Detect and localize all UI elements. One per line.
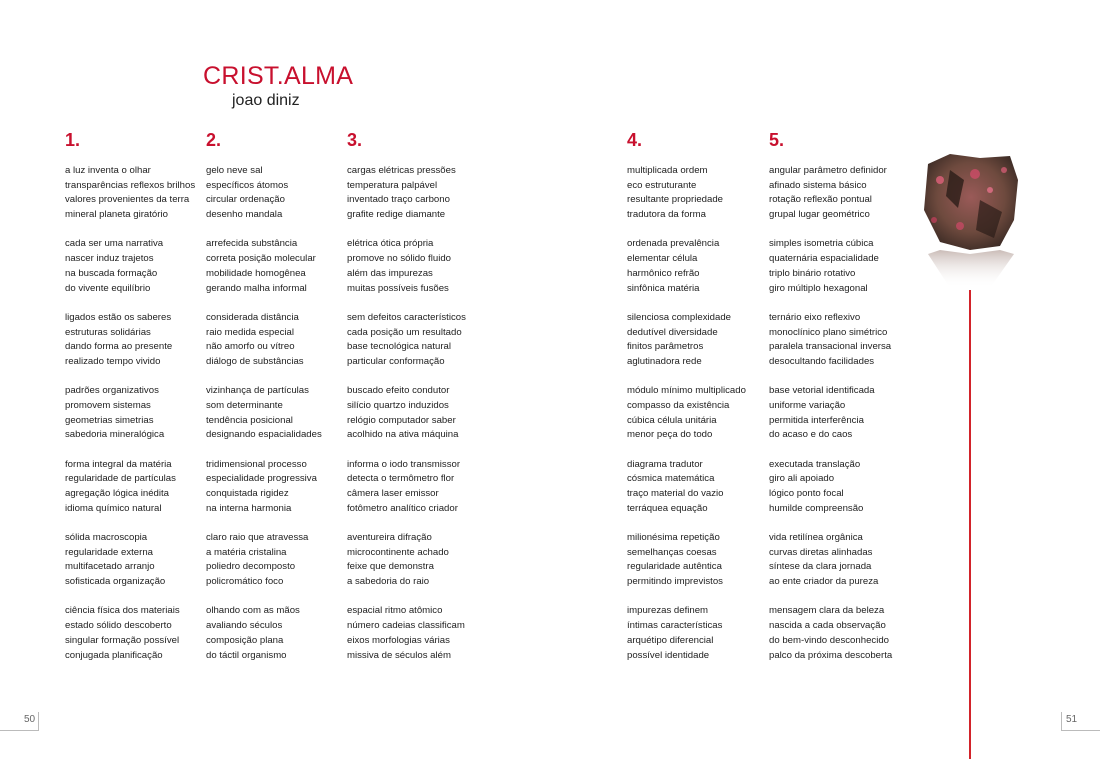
verse-line: designando espacialidades (206, 429, 322, 441)
verse-line: muitas possíveis fusões (347, 282, 449, 294)
verse-line: correta posição molecular (206, 253, 316, 265)
verse-line: sem defeitos característicos (347, 311, 466, 323)
verse-line: considerada distância (206, 311, 299, 323)
verse-line: aglutinadora rede (627, 355, 702, 367)
verse-line: específicos átomos (206, 179, 289, 191)
verse-line: ao ente criador da pureza (769, 576, 879, 588)
verse-line: menor peça do todo (627, 429, 713, 441)
verse-line: elétrica ótica própria (347, 238, 434, 250)
verse-line: a sabedoria do raio (347, 576, 430, 588)
stanza (627, 531, 767, 590)
verse-line: monoclínico plano simétrico (769, 326, 888, 338)
verse-line: mobilidade homogênea (206, 267, 306, 279)
verse-line: ciência física dos materiais (65, 605, 180, 617)
verse-line: cada ser uma narrativa (65, 238, 164, 250)
verse-line: do táctil organismo (206, 649, 287, 661)
stanza (65, 311, 205, 370)
stanza (65, 164, 205, 223)
stanza (65, 458, 205, 517)
verse-line: tendência posicional (206, 414, 293, 426)
verse-line: fotômetro analítico criador (347, 502, 458, 514)
section-number: 4. (627, 130, 643, 150)
verse-line: geometrias simetrias (65, 414, 154, 426)
page-corner-left (38, 712, 39, 731)
verse-line: a luz inventa o olhar (65, 165, 151, 176)
stanza (627, 164, 767, 223)
poem-column-1 (65, 130, 205, 678)
stanza (65, 384, 205, 443)
verse-line: valores provenientes da terra (65, 194, 190, 206)
stanza (769, 604, 909, 663)
verse-line: triplo binário rotativo (769, 267, 856, 279)
verse-line: quaternária espacialidade (769, 253, 879, 265)
verse-line: detecta o termômetro flor (347, 473, 455, 485)
poem-column-3 (347, 130, 487, 678)
verse-line: câmera laser emissor (347, 488, 439, 500)
verse-line: conquistada rigidez (206, 488, 289, 500)
section-number: 3. (347, 130, 363, 150)
verse-line: sólida macroscopia (65, 532, 148, 544)
verse-line: inventado traço carbono (347, 194, 450, 206)
poem-column-4 (627, 130, 767, 678)
verse-line: acolhido na ativa máquina (347, 429, 459, 441)
stanza (769, 384, 909, 443)
verse-line: impurezas definem (627, 605, 709, 617)
verse-line: agregação lógica inédita (65, 488, 170, 500)
verse-line: angular parâmetro definidor (769, 165, 887, 176)
verse-line: tradutora da forma (627, 209, 706, 221)
page-corner-left-base (0, 730, 38, 731)
stanza (206, 531, 346, 590)
verse-line: lógico ponto focal (769, 488, 844, 500)
poem-title: CRIST.ALMA (203, 62, 354, 90)
stanza (206, 164, 346, 223)
verse-line: policromático foco (206, 576, 284, 588)
verse-line: giro ali apoiado (769, 473, 835, 485)
poem-column-5 (769, 130, 909, 678)
verse-line: possível identidade (627, 649, 710, 661)
verse-line: espacial ritmo atômico (347, 605, 443, 617)
verse-line: grupal lugar geométrico (769, 209, 870, 221)
verse-line: especialidade progressiva (206, 473, 317, 485)
verse-line: missiva de séculos além (347, 649, 451, 661)
stanza (206, 311, 346, 370)
stanza (769, 458, 909, 517)
verse-line: feixe que demonstra (347, 561, 434, 573)
verse-line: cada posição um resultado (347, 326, 462, 338)
verse-line: giro múltiplo hexagonal (769, 282, 868, 294)
verse-line: avaliando séculos (206, 620, 283, 632)
verse-line: vizinhança de partículas (206, 385, 309, 397)
stanza (769, 237, 909, 296)
stanza (627, 458, 767, 517)
verse-line: circular ordenação (206, 194, 285, 206)
stanza (347, 164, 487, 223)
verse-line: realizado tempo vivido (65, 355, 161, 367)
verse-line: conjugada planificação (65, 649, 163, 661)
verse-line: não amorfo ou vítreo (206, 341, 295, 353)
stanza (65, 604, 205, 663)
decorative-red-line (969, 290, 971, 759)
verse-line: na interna harmonia (206, 502, 292, 514)
verse-line: nascida a cada observação (769, 620, 886, 632)
verse-line: promove no sólido fluido (347, 253, 451, 265)
verse-line: desocultando facilidades (769, 355, 875, 367)
verse-line: dando forma ao presente (65, 341, 173, 353)
verse-line: estado sólido descoberto (65, 620, 172, 632)
verse-line: diálogo de substâncias (206, 355, 304, 367)
stanza (206, 237, 346, 296)
page-number-left: 50 (24, 714, 36, 725)
verse-line: compasso da existência (627, 399, 730, 411)
stanza (769, 531, 909, 590)
verse-line: sofisticada organização (65, 576, 166, 588)
stanza (65, 531, 205, 590)
verse-line: microcontinente achado (347, 546, 449, 558)
verse-line: na buscada formação (65, 267, 158, 279)
verse-line: promovem sistemas (65, 399, 151, 411)
verse-line: arquétipo diferencial (627, 634, 714, 646)
stanza (627, 237, 767, 296)
verse-line: módulo mínimo multiplicado (627, 385, 746, 397)
section-number: 2. (206, 130, 222, 150)
verse-line: simples isometria cúbica (769, 238, 874, 250)
stanza (627, 604, 767, 663)
verse-line: traço material do vazio (627, 488, 724, 500)
verse-line: milionésima repetição (627, 532, 720, 544)
verse-line: sabedoria mineralógica (65, 429, 165, 441)
verse-line: silenciosa complexidade (627, 311, 731, 323)
verse-line: do bem-vindo desconhecido (769, 634, 890, 646)
verse-line: nascer induz trajetos (65, 253, 154, 265)
stanza (347, 384, 487, 443)
verse-line: multiplicada ordem (627, 165, 708, 176)
verse-line: gelo neve sal (206, 165, 263, 176)
verse-line: mensagem clara da beleza (769, 605, 885, 617)
verse-line: terráquea equação (627, 502, 708, 514)
verse-line: padrões organizativos (65, 385, 159, 397)
verse-line: harmônico refrão (627, 267, 700, 279)
verse-line: regularidade autêntica (627, 561, 722, 573)
verse-line: silício quartzo induzidos (347, 399, 449, 411)
verse-line: raio medida especial (206, 326, 294, 338)
verse-line: além das impurezas (347, 267, 433, 279)
verse-line: som determinante (206, 399, 283, 411)
verse-line: número cadeias classificam (347, 620, 465, 632)
verse-line: curvas diretas alinhadas (769, 546, 873, 558)
verse-line: resultante propriedade (627, 194, 724, 206)
verse-line: eco estruturante (627, 179, 697, 191)
stanza (769, 164, 909, 223)
stanza (65, 237, 205, 296)
verse-line: relógio computador saber (347, 414, 456, 426)
verse-line: uniforme variação (769, 399, 846, 411)
verse-line: olhando com as mãos (206, 605, 300, 617)
verse-line: do vivente equilíbrio (65, 282, 151, 294)
stanza (347, 311, 487, 370)
poem-column-2 (206, 130, 346, 678)
stanza (206, 604, 346, 663)
stanza (206, 384, 346, 443)
verse-line: cargas elétricas pressões (347, 165, 456, 176)
verse-line: a matéria cristalina (206, 546, 287, 558)
verse-line: do acaso e do caos (769, 429, 853, 441)
verse-line: íntimas características (627, 620, 723, 632)
stanza (769, 311, 909, 370)
verse-line: poliedro decomposto (206, 561, 296, 573)
verse-line: rotação reflexão pontual (769, 194, 872, 206)
verse-line: finitos parâmetros (627, 341, 704, 353)
stanza (347, 458, 487, 517)
verse-line: buscado efeito condutor (347, 385, 450, 397)
verse-line: ternário eixo reflexivo (769, 311, 861, 323)
mineral-crystal-icon (920, 150, 1022, 290)
verse-line: estruturas solidárias (65, 326, 151, 338)
verse-line: cúbica célula unitária (627, 414, 717, 426)
verse-line: permitida interferência (769, 414, 864, 426)
verse-line: humilde compreensão (769, 502, 864, 514)
verse-line: palco da próxima descoberta (769, 649, 893, 661)
author-name: joao diniz (232, 92, 300, 109)
verse-line: afinado sistema básico (769, 179, 867, 191)
verse-line: paralela transacional inversa (769, 341, 892, 353)
verse-line: eixos morfologias várias (347, 634, 450, 646)
verse-line: cósmica matemática (627, 473, 715, 485)
verse-line: síntese da clara jornada (769, 561, 872, 573)
verse-line: vida retilínea orgânica (769, 532, 863, 544)
page-corner-right-base (1062, 730, 1100, 731)
verse-line: base tecnológica natural (347, 341, 452, 353)
verse-line: singular formação possível (65, 634, 180, 646)
page-corner-right (1061, 712, 1062, 731)
verse-line: aventureira difração (347, 532, 432, 544)
verse-line: tridimensional processo (206, 458, 307, 470)
verse-line: informa o iodo transmissor (347, 458, 461, 470)
verse-line: sinfônica matéria (627, 282, 700, 294)
verse-line: semelhanças coesas (627, 546, 717, 558)
verse-line: ligados estão os saberes (65, 311, 172, 323)
section-number: 1. (65, 130, 81, 150)
verse-line: diagrama tradutor (627, 458, 703, 470)
verse-line: regularidade externa (65, 546, 154, 558)
verse-line: grafite redige diamante (347, 209, 446, 221)
verse-line: mineral planeta giratório (65, 209, 168, 221)
verse-line: permitindo imprevistos (627, 576, 723, 588)
section-number: 5. (769, 130, 785, 150)
verse-line: forma integral da matéria (65, 458, 172, 470)
verse-line: particular conformação (347, 355, 445, 367)
stanza (347, 237, 487, 296)
stanza (627, 384, 767, 443)
verse-line: composição plana (206, 634, 284, 646)
stanza (627, 311, 767, 370)
stanza (347, 604, 487, 663)
verse-line: executada translação (769, 458, 861, 470)
verse-line: desenho mandala (206, 209, 283, 221)
stanza (206, 458, 346, 517)
verse-line: temperatura palpável (347, 179, 438, 191)
page-number-right: 51 (1066, 714, 1078, 725)
verse-line: ordenada prevalência (627, 238, 720, 250)
verse-line: claro raio que atravessa (206, 532, 309, 544)
verse-line: multifacetado arranjo (65, 561, 155, 573)
verse-line: dedutível diversidade (627, 326, 718, 338)
verse-line: regularidade de partículas (65, 473, 176, 485)
verse-line: transparências reflexos brilhos (65, 179, 196, 191)
stanza (347, 531, 487, 590)
verse-line: gerando malha informal (206, 282, 307, 294)
verse-line: idioma químico natural (65, 502, 162, 514)
verse-line: elementar célula (627, 253, 698, 265)
verse-line: base vetorial identificada (769, 385, 875, 397)
verse-line: arrefecida substância (206, 238, 298, 250)
